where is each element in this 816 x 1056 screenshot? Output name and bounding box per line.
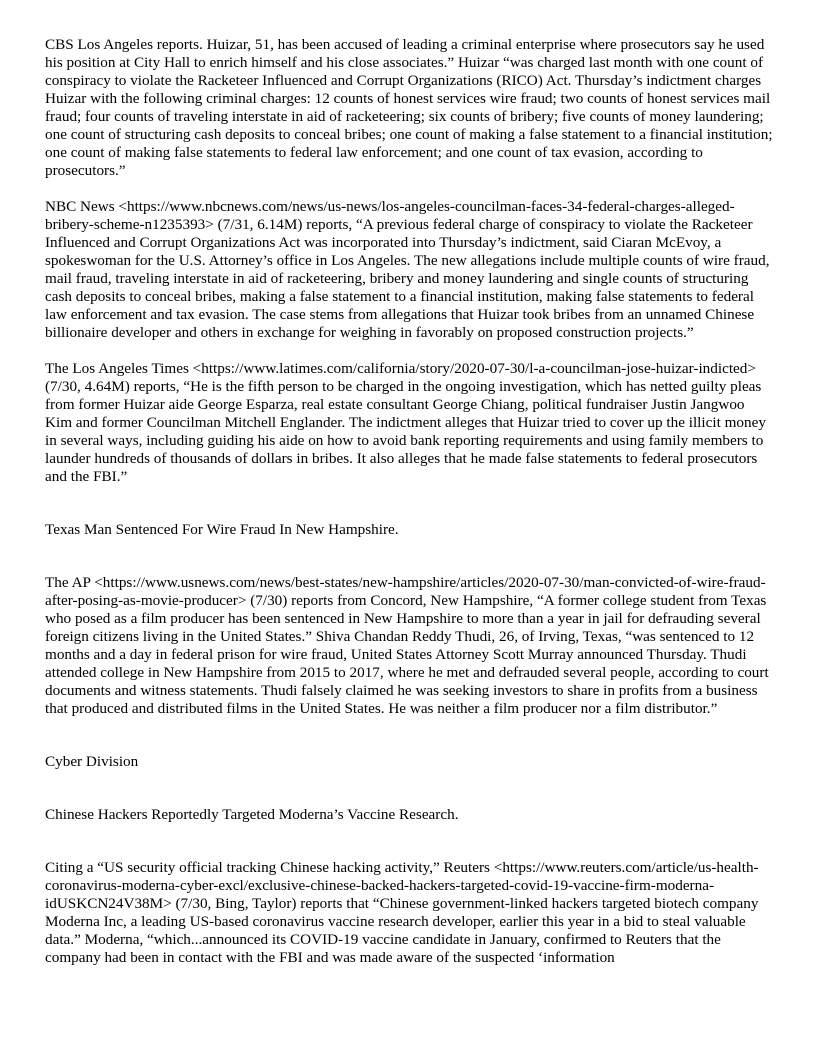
paragraph-huizar-nbc: NBC News <https://www.nbcnews.com/news/us-news/los-angeles-councilman-faces-34-federal-charges-alleged-bribery-scheme-n1235393> (7/31, 6.14M) reports, “A previous federal charge of conspiracy to violate the Racketeer Influenced and Corrupt Organizations Act was incorporated into Thursday’s indictment, said Ciaran McEvoy, a spokeswoman for the U.S. Attorney’s office in Los Angeles. The new allegations include multiple counts of wire fraud, mail fraud, traveling interstate in aid of racketeering, bribery and money laundering and single counts of structuring cash deposits to conceal bribes, making a false statement to a financial institution, making false statements to federal law enforcement and tax evasion. The case stems from allegations that Huizar took bribes from an unnamed Chinese billionaire developer and others in exchange for weighing in favorably on proposed construction projects.” (45, 198, 770, 341)
paragraph-huizar-latimes: The Los Angeles Times <https://www.latimes.com/california/story/2020-07-30/l-a-councilman-jose-huizar-indicted> (7/30, 4.64M) reports, “He is the fifth person to be charged in the ongoing investigation, which has netted guilty pleas from former Huizar aide George Esparza, real estate consultant George Chiang, political fundraiser Justin Jangwoo Kim and former Councilman Mitchell Englander. The indictment alleges that Huizar tried to cover up the illicit money in several ways, including guiding his aide on how to avoid bank reporting requirements and using family members to launder hundreds of thousands of dollars in bribes. It also alleges that he made false statements to federal prosecutors and the FBI.” (45, 360, 766, 485)
section-title-cyber-division: Cyber Division (45, 753, 139, 770)
document-page (45, 36, 773, 967)
headline-moderna-hackers: Chinese Hackers Reportedly Targeted Moderna’s Vaccine Research. (45, 806, 459, 823)
paragraph-texas-ap: The AP <https://www.usnews.com/news/best-states/new-hampshire/articles/2020-07-30/man-convicted-of-wire-fraud-after-posing-as-movie-producer> (7/30) reports from Concord, New Hampshire, “A former college student from Texas who posed as a film producer has been sentenced in New Hampshire to more than a year in jail for defrauding several foreign citizens living in the United States.” Shiva Chandan Reddy Thudi, 26, of Irving, Texas, “was sentenced to 12 months and a day in federal prison for wire fraud, United States Attorney Scott Murray announced Thursday. Thudi attended college in New Hampshire from 2015 to 2017, where he met and defrauded several people, according to court documents and witness statements. Thudi falsely claimed he was seeking investors to share in profits from a business that produced and distributed films in the United States. He was neither a film producer nor a film distributor.” (45, 574, 769, 717)
paragraph-huizar-cbs: CBS Los Angeles reports. Huizar, 51, has been accused of leading a criminal enterprise where prosecutors say he used his position at City Hall to enrich himself and his close associates.” Huizar “was charged last month with one count of conspiracy to violate the Racketeer Influenced and Corrupt Organizations (RICO) Act. Thursday’s indictment charges Huizar with the following criminal charges: 12 counts of honest services wire fraud; two counts of honest services mail fraud; four counts of traveling interstate in aid of racketeering; six counts of bribery; five counts of money laundering; one count of structuring cash deposits to conceal bribes; one count of making a false statement to a financial institution; one count of making false statements to federal law enforcement; and one count of tax evasion, according to prosecutors.” (45, 36, 773, 179)
paragraph-moderna-reuters: Citing a “US security official tracking Chinese hacking activity,” Reuters <https://www.reuters.com/article/us-health-coronavirus-moderna-cyber-excl/exclusive-chinese-backed-hackers-targeted-covid-19-vaccine-firm-moderna-idUSKCN24V38M> (7/30, Bing, Taylor) reports that “Chinese government-linked hackers targeted biotech company Moderna Inc, a leading US-based coronavirus vaccine research developer, earlier this year in a bid to steal valuable data.” Moderna, “which...announced its COVID-19 vaccine candidate in January, confirmed to Reuters that the company had been in contact with the FBI and was made aware of the suspected ‘information (45, 859, 759, 966)
headline-texas-wire-fraud: Texas Man Sentenced For Wire Fraud In New Hampshire. (45, 521, 399, 538)
